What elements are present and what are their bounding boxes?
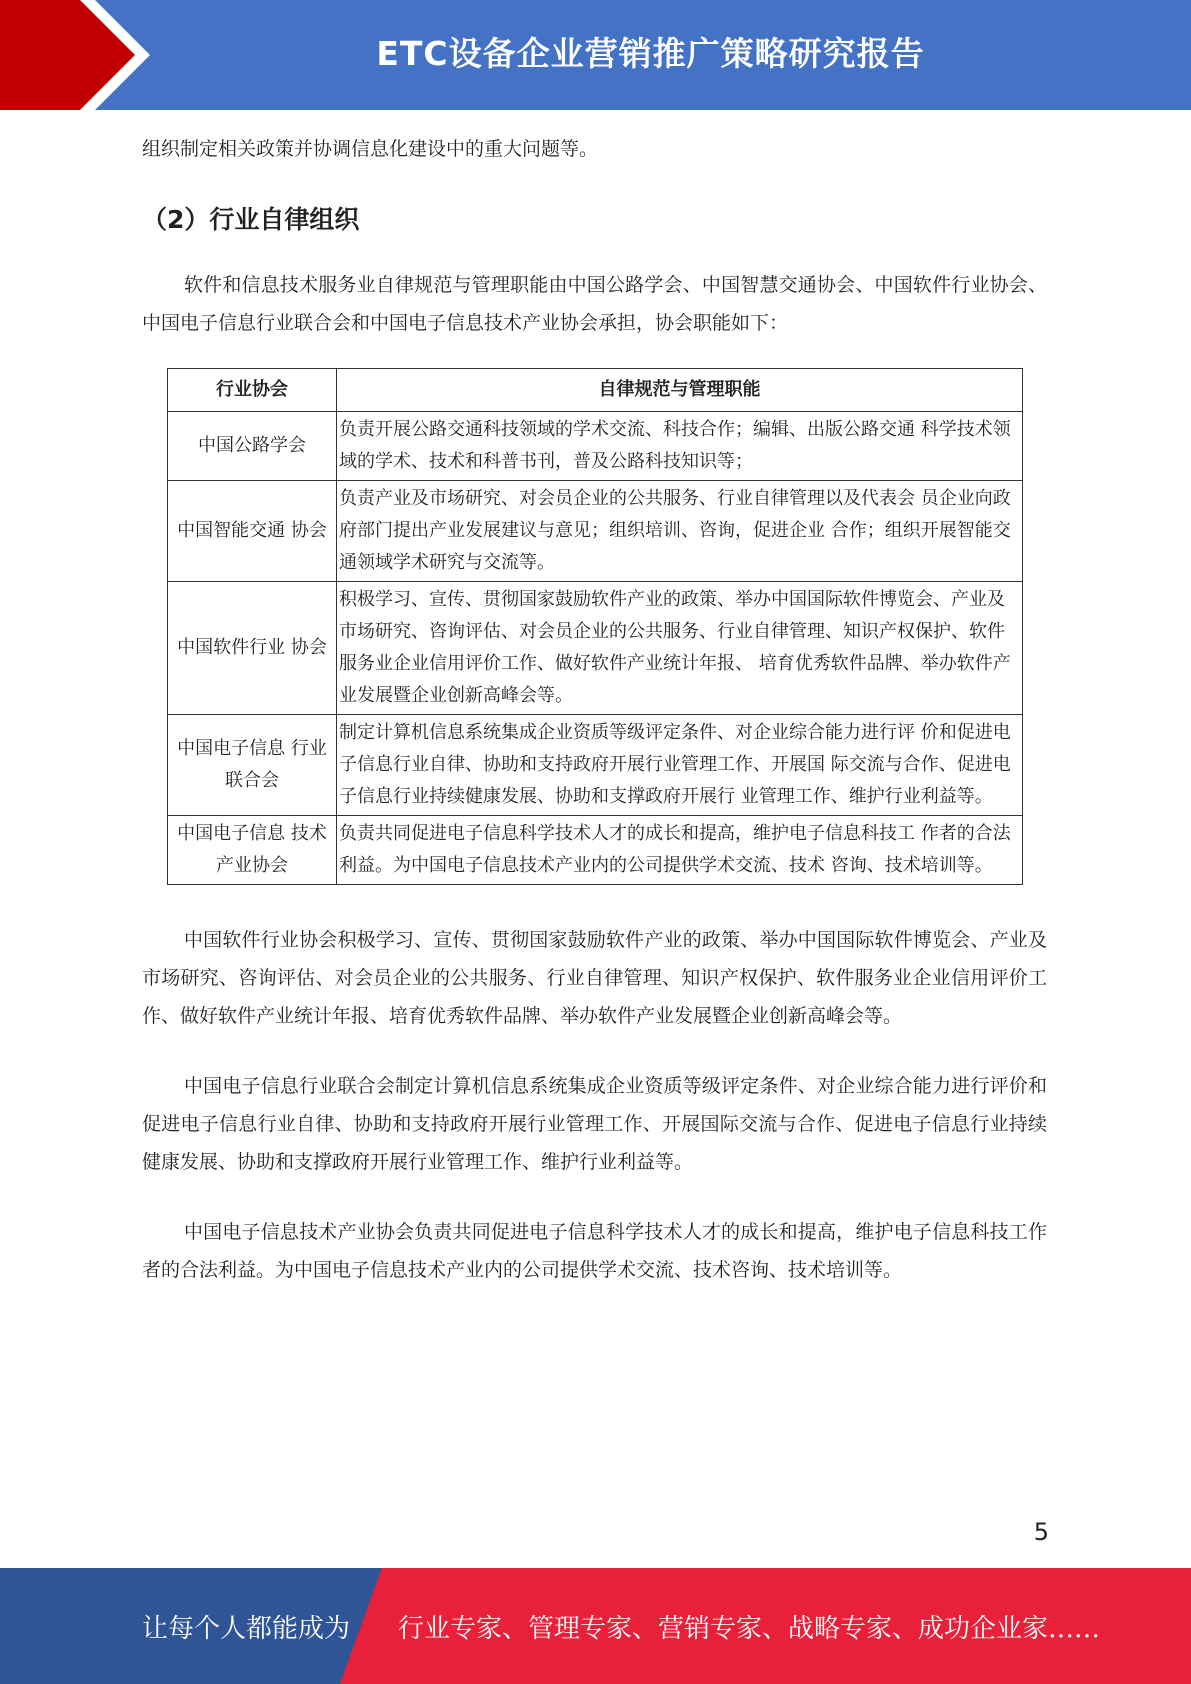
association-name: 中国智能交通 协会 [168, 481, 337, 582]
footer-slogan-right: 行业专家、管理专家、营销专家、战略专家、成功企业家…… [398, 1614, 1101, 1644]
page-footer [0, 1568, 1191, 1684]
association-name: 中国软件行业 协会 [168, 582, 337, 715]
association-table [167, 368, 1023, 885]
table-row [168, 481, 1023, 582]
section-heading: （2）行业自律组织 [142, 205, 360, 234]
page-content [142, 130, 1047, 1289]
association-functions: 制定计算机信息系统集成企业资质等级评定条件、对企业综合能力进行评 价和促进电子信息行业自律、协助和支持政府开展行业管理工作、开展国 际交流与合作、促进电子信息行业持续健康发展、协助和支撑政府开展行 业管理工作、维护行业利益等。 [337, 715, 1023, 816]
table-header-row [168, 369, 1023, 412]
association-name: 中国电子信息 行业联合会 [168, 715, 337, 816]
association-name: 中国电子信息 技术产业协会 [168, 816, 337, 885]
table-row [168, 582, 1023, 715]
page-header [0, 0, 1191, 110]
association-name: 中国公路学会 [168, 412, 337, 481]
column-header-functions: 自律规范与管理职能 [337, 369, 1023, 412]
intro-line: 组织制定相关政策并协调信息化建设中的重大问题等。 [142, 138, 599, 160]
table-row [168, 412, 1023, 481]
footer-slogan-left: 让每个人都能成为 [142, 1614, 351, 1644]
body-paragraph: 中国软件行业协会积极学习、宣传、贯彻国家鼓励软件产业的政策、举办中国国际软件博览会、产业及市场研究、咨询评估、对会员企业的公共服务、行业自律管理、知识产权保护、软件服务业企业信用评价工作、做好软件产业统计年报、培育优秀软件品牌、举办软件产业发展暨企业创新高峰会等。 [142, 929, 1047, 1027]
column-header-association: 行业协会 [168, 369, 337, 412]
header-arrow-decoration [0, 0, 160, 110]
association-functions: 负责共同促进电子信息科学技术人才的成长和提高，维护电子信息科技工 作者的合法利益。为中国电子信息技术产业内的公司提供学术交流、技术 咨询、技术培训等。 [337, 816, 1023, 885]
association-functions: 积极学习、宣传、贯彻国家鼓励软件产业的政策、举办中国国际软件博览会、产业及市场研究、咨询评估、对会员企业的公共服务、行业自律管理、知识产权保护、软件服务业企业信用评价工作、做好软件产业统计年报、 培育优秀软件品牌、举办软件产业发展暨企业创新高峰会等。 [337, 582, 1023, 715]
body-paragraph: 中国电子信息行业联合会制定计算机信息系统集成企业资质等级评定条件、对企业综合能力进行评价和促进电子信息行业自律、协助和支持政府开展行业管理工作、开展国际交流与合作、促进电子信息行业持续健康发展、协助和支撑政府开展行业管理工作、维护行业利益等。 [142, 1075, 1047, 1173]
page-number: 5 [1033, 1518, 1049, 1546]
table-row [168, 715, 1023, 816]
association-functions: 负责开展公路交通科技领域的学术交流、科技合作；编辑、出版公路交通 科学技术领域的学术、技术和科普书刊，普及公路科技知识等； [337, 412, 1023, 481]
body-paragraph: 中国电子信息技术产业协会负责共同促进电子信息科学技术人才的成长和提高，维护电子信息科技工作者的合法利益。为中国电子信息技术产业内的公司提供学术交流、技术咨询、技术培训等。 [142, 1221, 1047, 1281]
table-row [168, 816, 1023, 885]
lead-paragraph: 软件和信息技术服务业自律规范与管理职能由中国公路学会、中国智慧交通协会、中国软件行业协会、中国电子信息行业联合会和中国电子信息技术产业协会承担，协会职能如下： [142, 274, 1047, 334]
report-title: ETC设备企业营销推广策略研究报告 [376, 34, 925, 73]
association-functions: 负责产业及市场研究、对会员企业的公共服务、行业自律管理以及代表会 员企业向政府部门提出产业发展建议与意见；组织培训、咨询，促进企业 合作；组织开展智能交通领域学术研究与交流等。 [337, 481, 1023, 582]
